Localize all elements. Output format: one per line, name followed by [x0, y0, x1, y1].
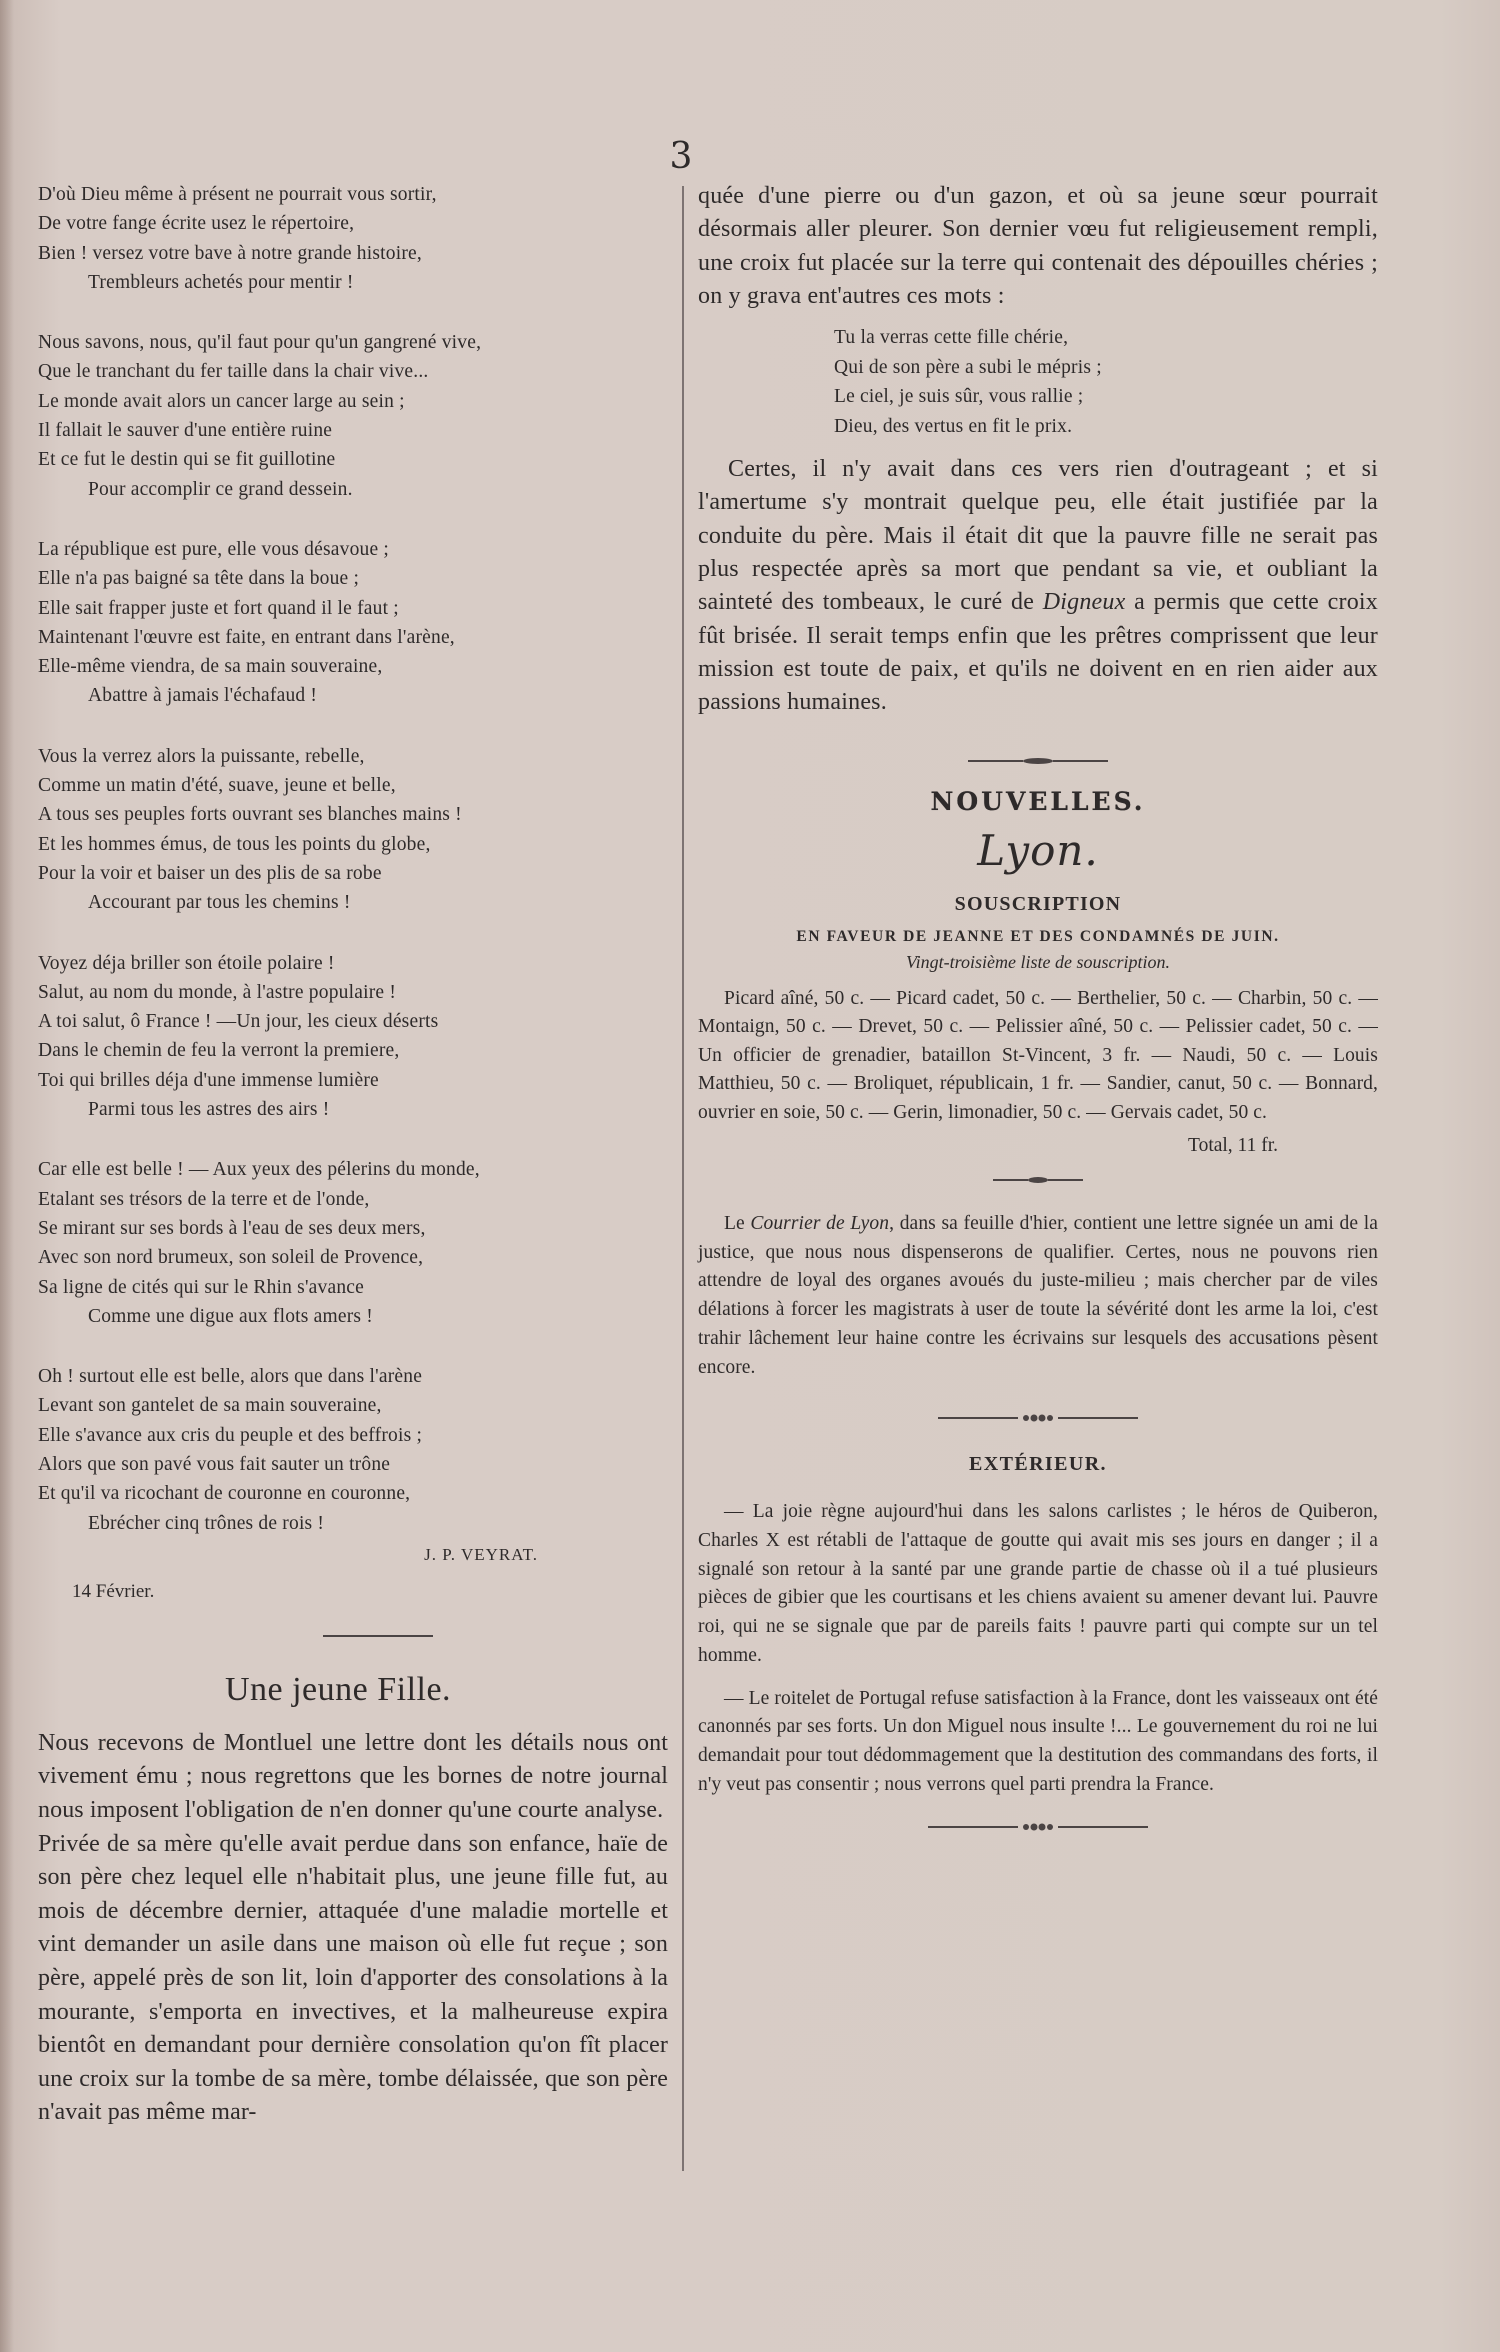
- poem-line: Et qu'il va ricochant de couronne en couronne,: [38, 1483, 411, 1505]
- poem-line: Elle n'a pas baigné sa tête dans la boue ;: [38, 568, 360, 590]
- poem-line: Voyez déja briller son étoile polaire !: [38, 952, 335, 974]
- souscription-list-label: Vingt-troisième liste de souscription.: [906, 951, 1170, 972]
- nouvelles-heading: NOUVELLES.: [930, 786, 1146, 816]
- poem-line: Comme une digue aux flots amers !: [88, 1305, 373, 1327]
- poem-line: Dans le chemin de feu la verront la premiere,: [38, 1040, 400, 1062]
- poem-line: Se mirant sur ses bords à l'eau de ses deux mers,: [38, 1217, 426, 1239]
- article-paragraph: Privée de sa mère qu'elle avait perdue dans son enfance, haïe de son père chez lequel elle n'habitait plus, une jeune fille fut, au mois de décembre dernier, attaquée d'une maladie mortelle et vint demander un asile dans une maison où elle fut reçue ; son père, appelé près de son lit, loin d'apporter des consolations à la mourante, s'emporta en invectives, et la malheureuse expira bientôt en demandant pour dernière consolation qu'on fît placer une croix sur la tombe de sa mère, tombe délaissée, que son père n'avait pas même mar-: [38, 1830, 668, 2126]
- poem-stanza: [38, 180, 678, 297]
- poem-line: Nous savons, nous, qu'il faut pour qu'un gangrené vive,: [38, 332, 482, 354]
- column-divider: [682, 186, 684, 2171]
- poem-line: A toi salut, ô France ! —Un jour, les cieux déserts: [38, 1011, 439, 1033]
- poem-stanza: [38, 1362, 678, 1538]
- poem-stanza: [38, 328, 678, 504]
- poem-line: Car elle est belle ! — Aux yeux des pélerins du monde,: [38, 1159, 480, 1181]
- poem-line: Et ce fut le destin qui se fit guillotine: [38, 449, 336, 471]
- exterieur-item: — Le roitelet de Portugal refuse satisfaction à la France, dont les vaisseaux ont été canonnés par ses forts. Un don Miguel nous insulte !... Le gouvernement du roi ne lui demandait pour tout dédommagement que la destitution des commandans des forts, il n'y veut pas consentir ; nous verrons quel parti prendra la France.: [698, 1687, 1378, 1795]
- article-paragraph: Nous recevons de Montluel une lettre dont les détails nous ont vivement ému ; nous regrettons que les bornes de notre journal nous imposent l'obligation de n'en donner qu'une courte analyse.: [38, 1729, 668, 1824]
- poem-stanza: [38, 535, 678, 711]
- right-column: [698, 180, 1378, 1836]
- souscription-subtitle: EN FAVEUR DE JEANNE ET DES CONDAMNÉS DE JUIN.: [796, 927, 1280, 945]
- page-number: 3: [669, 136, 693, 177]
- souscription-list: Picard aîné, 50 c. — Picard cadet, 50 c. — Berthelier, 50 c. — Charbin, 50 c. — Montaign, 50 c. — Drevet, 50 c. — Pelissier aîné, 50 c. — Pelissier cadet, 50 c. — Un officier de grenadier, bataillon St-Vincent, 3 fr. — Naudi, 50 c. — Louis Matthieu, 50 c. — Broliquet, républicain, 1 fr. — Sandier, canut, 50 c. — Bonnard, ouvrier en soie, 50 c. — Gerin, limonadier, 50 c. — Gervais cadet, 50 c.: [698, 987, 1378, 1123]
- article-text: Le: [724, 1213, 751, 1235]
- article-text: a permis que cette croix fût brisée. Il serait temps enfin que les prêtres comprissent que leur mission est toute de paix, et qu'ils ne doivent en en rien aider aux passions humaines.: [698, 589, 1378, 716]
- ornament-divider: [698, 1169, 1378, 1188]
- verse-line: Dieu, des vertus en fit le prix.: [834, 415, 1073, 437]
- article-paragraph: [698, 453, 1378, 719]
- article-body: [38, 1727, 678, 2130]
- place-name: Digneux: [1042, 589, 1126, 616]
- poem-line: Il fallait le sauver d'une entière ruine: [38, 420, 333, 442]
- poem-line: Pour accomplir ce grand dessein.: [88, 478, 353, 500]
- poem-line: Elle sait frapper juste et fort quand il le faut ;: [38, 597, 399, 619]
- poem-line: Vous la verrez alors la puissante, rebelle,: [38, 745, 365, 767]
- article-text: , dans sa feuille d'hier, contient une lettre signée un ami de la justice, que nous nous dispenserons de qualifier. Certes, nous ne pouvons rien attendre de loyal des organes avoués du juste-milieu ; mais chercher par de viles délations à forcer les magistrats à user de toute la sévérité dont les arme la loi, c'est trahir lâchement leur haine contre les écrivains sur lesquels des accusations pèsent encore.: [698, 1213, 1378, 1378]
- poem-line: Elle-même viendra, de sa main souveraine,: [38, 656, 383, 678]
- poem-line: Oh ! surtout elle est belle, alors que dans l'arène: [38, 1366, 423, 1388]
- ornament-divider: [698, 1817, 1378, 1836]
- newspaper-name: Courrier de Lyon: [750, 1213, 890, 1235]
- poem-line: A tous ses peuples forts ouvrant ses blanches mains !: [38, 804, 462, 826]
- poem-signature: J. P. VEYRAT.: [424, 1544, 538, 1564]
- poem-line: Que le tranchant du fer taille dans la chair vive...: [38, 361, 429, 383]
- exterieur-item: — La joie règne aujourd'hui dans les salons carlistes ; le héros de Quiberon, Charles X est rétabli de l'attaque de goutte qui avait mis ses jours en danger ; il a signalé son retour à la santé par une grande partie de chasse où il a tué plusieurs pièces de gibier que les courtisans et les chiens avaient su amener devant lui. Pauvre roi, qui ne se signale que par de pareils faits ! pauvre parti qui compte sur un tel homme.: [698, 1501, 1378, 1666]
- page-edge-shadow: [0, 0, 14, 2352]
- poem-line: Et les hommes émus, de tous les points du globe,: [38, 833, 431, 855]
- poem-date: 14 Février.: [72, 1580, 155, 1602]
- verse-line: Qui de son père a subi le mépris ;: [834, 356, 1102, 378]
- poem-line: Sa ligne de cités qui sur le Rhin s'avance: [38, 1276, 364, 1298]
- poem-line: Elle s'avance aux cris du peuple et des beffrois ;: [38, 1424, 423, 1446]
- poem-line: Pour la voir et baiser un des plis de sa robe: [38, 862, 382, 884]
- poem-stanza: [38, 1155, 678, 1331]
- souscription-title: SOUSCRIPTION: [954, 892, 1122, 915]
- poem-line: La république est pure, elle vous désavoue ;: [38, 538, 390, 560]
- poem-line: Accourant par tous les chemins !: [88, 892, 351, 914]
- poem-line: Comme un matin d'été, suave, jeune et belle,: [38, 775, 396, 797]
- souscription-total: Total, 11 fr.: [1188, 1135, 1278, 1157]
- poem-line: De votre fange écrite usez le répertoire,: [38, 213, 355, 235]
- ornament-divider: [698, 1408, 1378, 1427]
- epitaph-verse: [834, 323, 1378, 441]
- exterieur-heading: EXTÉRIEUR.: [969, 1453, 1107, 1476]
- poem-stanza: [38, 949, 678, 1125]
- verse-line: Tu la verras cette fille chérie,: [834, 327, 1069, 349]
- poem-line: Alors que son pavé vous fait sauter un trône: [38, 1453, 391, 1475]
- poem-stanza: [38, 742, 678, 918]
- article-title: Une jeune Fille.: [224, 1670, 452, 1708]
- poem-line: Le monde avait alors un cancer large au sein ;: [38, 390, 405, 412]
- poem-line: Maintenant l'œuvre est faite, en entrant dans l'arène,: [38, 626, 455, 648]
- article-continuation: quée d'une pierre ou d'un gazon, et où sa jeune sœur pourrait désormais aller pleurer. Son dernier vœu fut religieusement rempli, une croix fut placée sur la terre qui contenait des dépouilles chéries ; on y grava ent'autres ces mots :: [698, 183, 1378, 309]
- poem-line: Salut, au nom du monde, à l'astre populaire !: [38, 981, 397, 1003]
- left-column: [38, 180, 678, 2130]
- verse-line: Le ciel, je suis sûr, vous rallie ;: [834, 386, 1084, 408]
- courrier-paragraph: [698, 1210, 1378, 1382]
- poem: [38, 180, 678, 1538]
- poem-line: Ebrécher cinq trônes de rois !: [88, 1512, 325, 1534]
- section-divider: [323, 1635, 433, 1637]
- ornament-divider: [698, 750, 1378, 769]
- article-text: Certes, il n'y avait dans ces vers rien d'outrageant ; et si l'amertume s'y montrait quelque peu, elle était justifiée par la conduite du père. Mais il était dit que la pauvre fille ne serait pas plus respectée après sa mort que pendant sa vie, et oubliant la sainteté des tombeaux, le curé de: [698, 456, 1378, 616]
- poem-line: Abattre à jamais l'échafaud !: [88, 685, 318, 707]
- poem-line: Toi qui brilles déja d'une immense lumière: [38, 1069, 379, 1091]
- poem-line: Etalant ses trésors de la terre et de l'onde,: [38, 1188, 370, 1210]
- poem-line: Levant son gantelet de sa main souveraine,: [38, 1395, 382, 1417]
- city-heading: Lyon.: [977, 825, 1099, 875]
- poem-line: Trembleurs achetés pour mentir !: [88, 271, 354, 293]
- poem-line: Parmi tous les astres des airs !: [88, 1099, 330, 1121]
- poem-line: D'où Dieu même à présent ne pourrait vous sortir,: [38, 184, 437, 205]
- poem-line: Avec son nord brumeux, son soleil de Provence,: [38, 1247, 424, 1269]
- poem-line: Bien ! versez votre bave à notre grande histoire,: [38, 242, 422, 264]
